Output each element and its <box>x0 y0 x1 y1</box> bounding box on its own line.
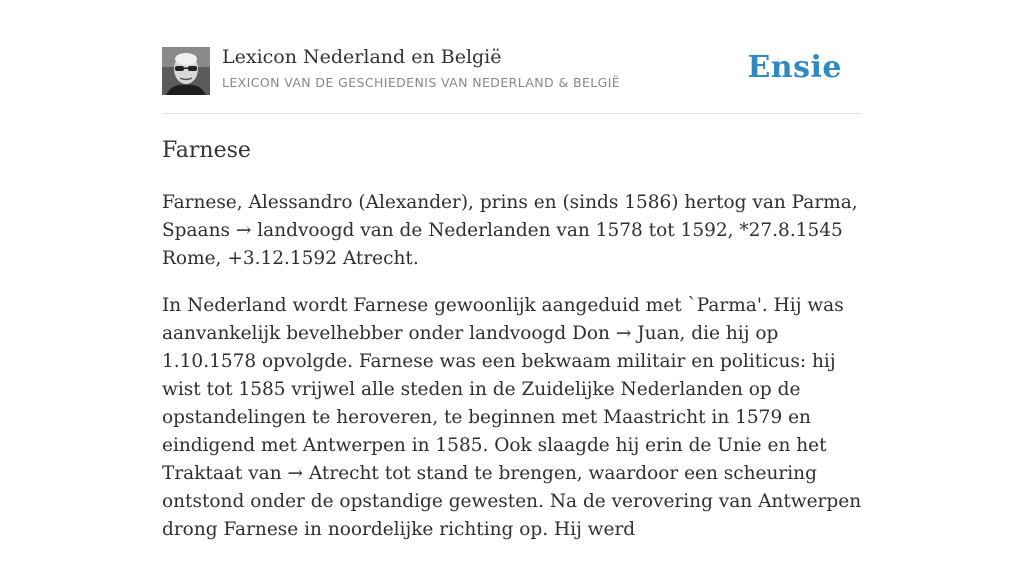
page-title: Farnese <box>162 138 251 163</box>
text-segment: tot stand te brengen, waardoor een scheuring ontstond onder de opstandige gewesten. Na de verovering van Antwerpen drong Farnese in noordelijke richting op. Hij werd <box>162 463 862 540</box>
text-segment: van de Nederlanden van 1578 tot 1592, *27.8.1545 Rome, +3.12.1592 Atrecht. <box>162 220 843 269</box>
page-container <box>162 0 862 540</box>
text-segment: Farnese, Alessandro (Alexander), prins en (sinds 1586) hertog van Parma, Spaans <box>162 192 858 241</box>
paragraph-2 <box>162 292 866 544</box>
crossref-link-juan[interactable]: → Juan <box>615 323 680 344</box>
source-header <box>162 0 862 114</box>
text-segment: , die hij op 1.10.1578 opvolgde. Farnese was een bekwaam militair en politicus: hij wist tot 1585 vrijwel alle steden in de Zuidelijke Nederlanden op de opstandelingen te heroveren, te beginnen met Maastricht in 1579 en eindigend met Antwerpen in 1585. Ook slaagde hij erin de Unie en het Traktaat van <box>162 323 836 484</box>
author-avatar-icon <box>162 47 210 95</box>
crossref-link-atrecht[interactable]: → Atrecht <box>287 463 379 484</box>
crossref-link-landvoogd[interactable]: → landvoogd <box>235 220 355 241</box>
article-body <box>162 189 866 563</box>
source-subtitle: LEXICON VAN DE GESCHIEDENIS VAN NEDERLAND & BELGIË <box>222 75 621 90</box>
avatar[interactable] <box>162 47 210 95</box>
ensie-logo-link[interactable]: Ensie <box>747 50 842 85</box>
text-segment: In Nederland wordt Farnese gewoonlijk aangeduid met `Parma'. Hij was aanvankelijk bevelhebber onder landvoogd Don <box>162 295 844 344</box>
paragraph-1 <box>162 189 866 273</box>
source-title[interactable]: Lexicon Nederland en België <box>222 46 502 68</box>
